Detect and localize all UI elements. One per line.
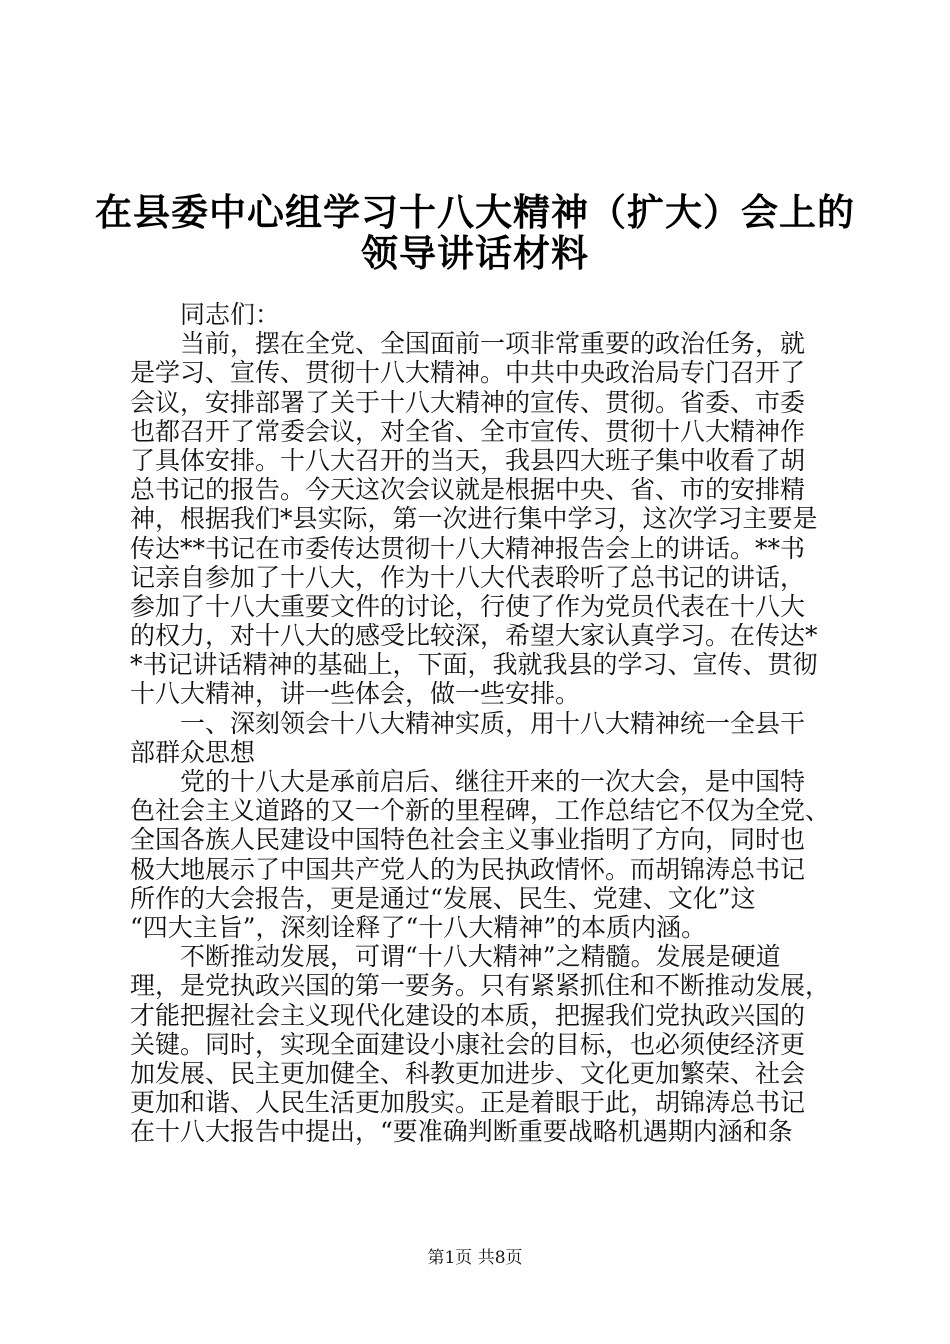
body-text-line: *书记讲话精神的基础上，下面，我就我县的学习、宣传、贯彻 bbox=[130, 650, 818, 680]
body-text-line: 加发展、民主更加健全、科教更加进步、文化更加繁荣、社会 bbox=[130, 1058, 806, 1088]
body-text-line: 会议，安排部署了关于十八大精神的宣传、贯彻。省委、市委 bbox=[130, 387, 806, 417]
body-text-line: 是学习、宣传、贯彻十八大精神。中共中央政治局专门召开了 bbox=[130, 358, 806, 388]
page-footer: 第1页 共8页 bbox=[427, 1248, 523, 1268]
body-text-line: 党的十八大是承前启后、继往开来的一次大会，是中国特 bbox=[180, 767, 806, 796]
body-text-line: 更加和谐、人民生活更加殷实。正是着眼于此，胡锦涛总书记 bbox=[130, 1088, 806, 1118]
body-text-line: 当前，摆在全党、全国面前一项非常重要的政治任务，就 bbox=[180, 329, 806, 359]
body-text-line: “四大主旨”，深刻诠释了“十八大精神”的本质内涵。 bbox=[130, 912, 707, 942]
body-text-line: 传达**书记在市委传达贯彻十八大精神报告会上的讲话。**书 bbox=[130, 533, 806, 563]
body-text-line: 记亲自参加了十八大，作为十八大代表聆听了总书记的讲话， bbox=[130, 562, 806, 592]
body-text-line: 所作的大会报告，更是通过“发展、民生、党建、文化”这 bbox=[130, 883, 756, 913]
body-text-line: 总书记的报告。今天这次会议就是根据中央、省、市的安排精 bbox=[130, 475, 806, 505]
body-text-line: 十八大精神，讲一些体会，做一些安排。 bbox=[130, 679, 581, 709]
body-text-line: 部群众思想 bbox=[130, 737, 256, 767]
body-text-line: 参加了十八大重要文件的讨论，行使了作为党员代表在十八大 bbox=[130, 591, 806, 621]
body-text-line: 关键。同时，实现全面建设小康社会的目标，也必须使经济更 bbox=[130, 1029, 806, 1059]
body-text-line: 同志们： bbox=[180, 300, 281, 329]
document-title-line-1: 在县委中心组学习十八大精神（扩大）会上的 bbox=[95, 191, 855, 234]
body-text-line: 一、深刻领会十八大精神实质，用十八大精神统一全县干 bbox=[180, 708, 806, 738]
body-text-line: 了具体安排。十八大召开的当天，我县四大班子集中收看了胡 bbox=[130, 445, 806, 475]
body-text-line: 也都召开了常委会议，对全省、全市宣传、贯彻十八大精神作 bbox=[130, 416, 806, 446]
document-body bbox=[130, 300, 833, 1146]
body-text-line: 色社会主义道路的又一个新的里程碑，工作总结它不仅为全党、 bbox=[130, 796, 831, 826]
body-text-line: 才能把握社会主义现代化建设的本质，把握我们党执政兴国的 bbox=[130, 1000, 806, 1030]
document-title-line-2: 领导讲话材料 bbox=[361, 232, 589, 275]
body-text-line: 理，是党执政兴国的第一要务。只有紧紧抓住和不断推动发展， bbox=[130, 971, 831, 1001]
body-text-line: 的权力，对十八大的感受比较深，希望大家认真学习。在传达* bbox=[130, 621, 818, 651]
body-text-line: 不断推动发展，可谓“十八大精神”之精髓。发展是硬道 bbox=[180, 942, 781, 972]
body-text-line: 全国各族人民建设中国特色社会主义事业指明了方向，同时也 bbox=[130, 825, 806, 855]
body-text-line: 极大地展示了中国共产党人的为民执政情怀。而胡锦涛总书记 bbox=[130, 854, 806, 884]
body-text-line: 神，根据我们*县实际，第一次进行集中学习，这次学习主要是 bbox=[130, 504, 818, 534]
body-text-line: 在十八大报告中提出，“要准确判断重要战略机遇期内涵和条 bbox=[130, 1117, 793, 1147]
